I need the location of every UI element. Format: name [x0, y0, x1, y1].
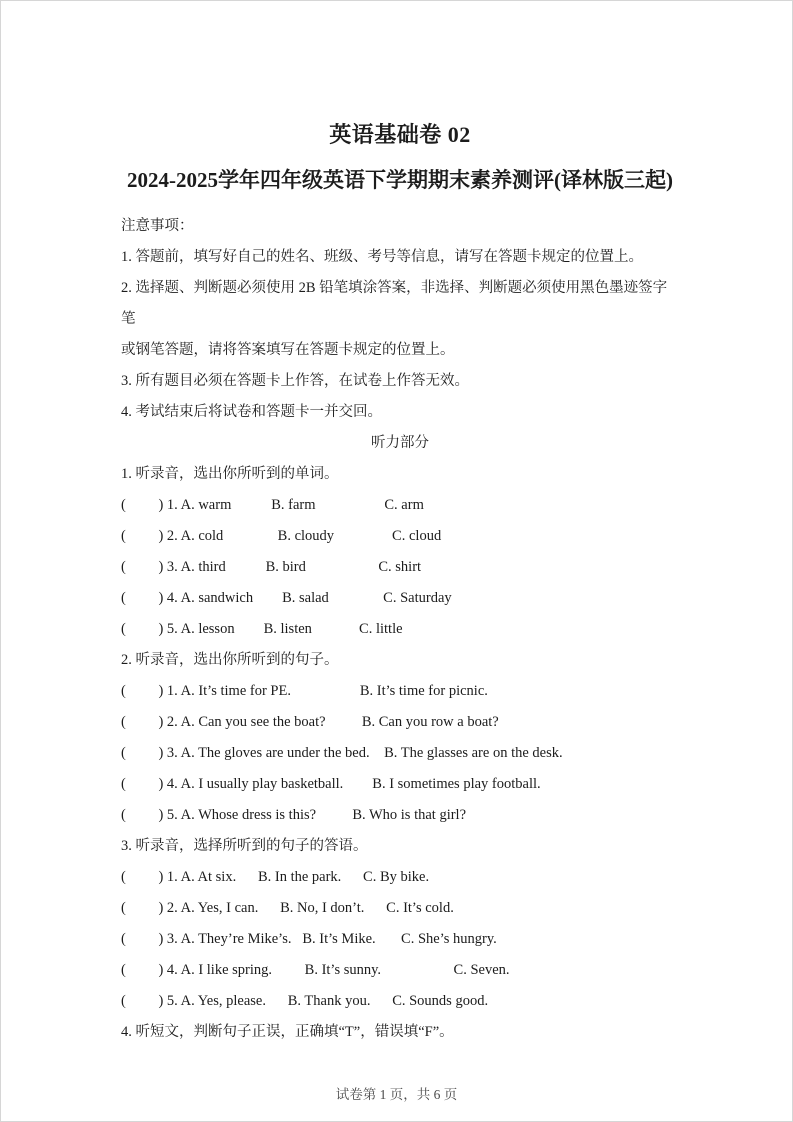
question-line: ( ) 1. A. warm B. farm C. arm	[121, 497, 424, 513]
notice-line: 或钢笔答题，请将答案填写在答题卡规定的位置上。	[121, 342, 455, 358]
notice-line: 2. 选择题、判断题必须使用 2B 铅笔填涂答案，非选择、判断题必须使用黑色墨迹签字笔	[121, 280, 668, 327]
question-line: ( ) 3. A. They’re Mike’s. B. It’s Mike. C. She’s hungry.	[121, 931, 497, 947]
notice-heading: 注意事项：	[121, 218, 194, 234]
section-heading: 1. 听录音，选出你所听到的单词。	[121, 466, 339, 482]
question-line: ( ) 1. A. At six. B. In the park. C. By bike.	[121, 869, 430, 885]
sections	[121, 459, 679, 1048]
section-heading: 3. 听录音，选择所听到的句子的答语。	[121, 838, 368, 854]
page-subtitle: 2024-2025学年四年级英语下学期期末素养测评(译林版三起)	[127, 168, 673, 192]
question-line: ( ) 4. A. I usually play basketball. B. I sometimes play football.	[121, 776, 541, 792]
question-line: ( ) 2. A. cold B. cloudy C. cloud	[121, 528, 442, 544]
page-title: 英语基础卷 02	[329, 122, 471, 147]
question-line: ( ) 1. A. It’s time for PE. B. It’s time for picnic.	[121, 683, 488, 699]
section-heading: 4. 听短文，判断句子正误，正确填“T”，错误填“F”。	[121, 1024, 454, 1040]
question-line: ( ) 5. A. Whose dress is this? B. Who is that girl?	[121, 807, 467, 823]
question-line: ( ) 5. A. lesson B. listen C. little	[121, 621, 403, 637]
question-line: ( ) 3. A. third B. bird C. shirt	[121, 559, 422, 575]
listening-part-heading: 听力部分	[371, 435, 429, 451]
question-line: ( ) 2. A. Can you see the boat? B. Can you row a boat?	[121, 714, 499, 730]
question-line: ( ) 4. A. sandwich B. salad C. Saturday	[121, 590, 452, 606]
section-heading: 2. 听录音，选出你所听到的句子。	[121, 652, 339, 668]
paper-body	[121, 211, 679, 1048]
question-line: ( ) 2. A. Yes, I can. B. No, I don’t. C. It’s cold.	[121, 900, 454, 916]
question-line: ( ) 3. A. The gloves are under the bed. B. The glasses are on the desk.	[121, 745, 563, 761]
question-line: ( ) 4. A. I like spring. B. It’s sunny. C. Seven.	[121, 962, 510, 978]
notice-line: 4. 考试结束后将试卷和答题卡一并交回。	[121, 404, 382, 420]
notice-line: 3. 所有题目必须在答题卡上作答，在试卷上作答无效。	[121, 373, 469, 389]
question-line: ( ) 5. A. Yes, please. B. Thank you. C. Sounds good.	[121, 993, 489, 1009]
page-footer: 试卷第 1 页，共 6 页	[335, 1087, 458, 1102]
notice-lines	[121, 242, 679, 428]
notice-line: 1. 答题前，填写好自己的姓名、班级、考号等信息，请写在答题卡规定的位置上。	[121, 249, 643, 265]
